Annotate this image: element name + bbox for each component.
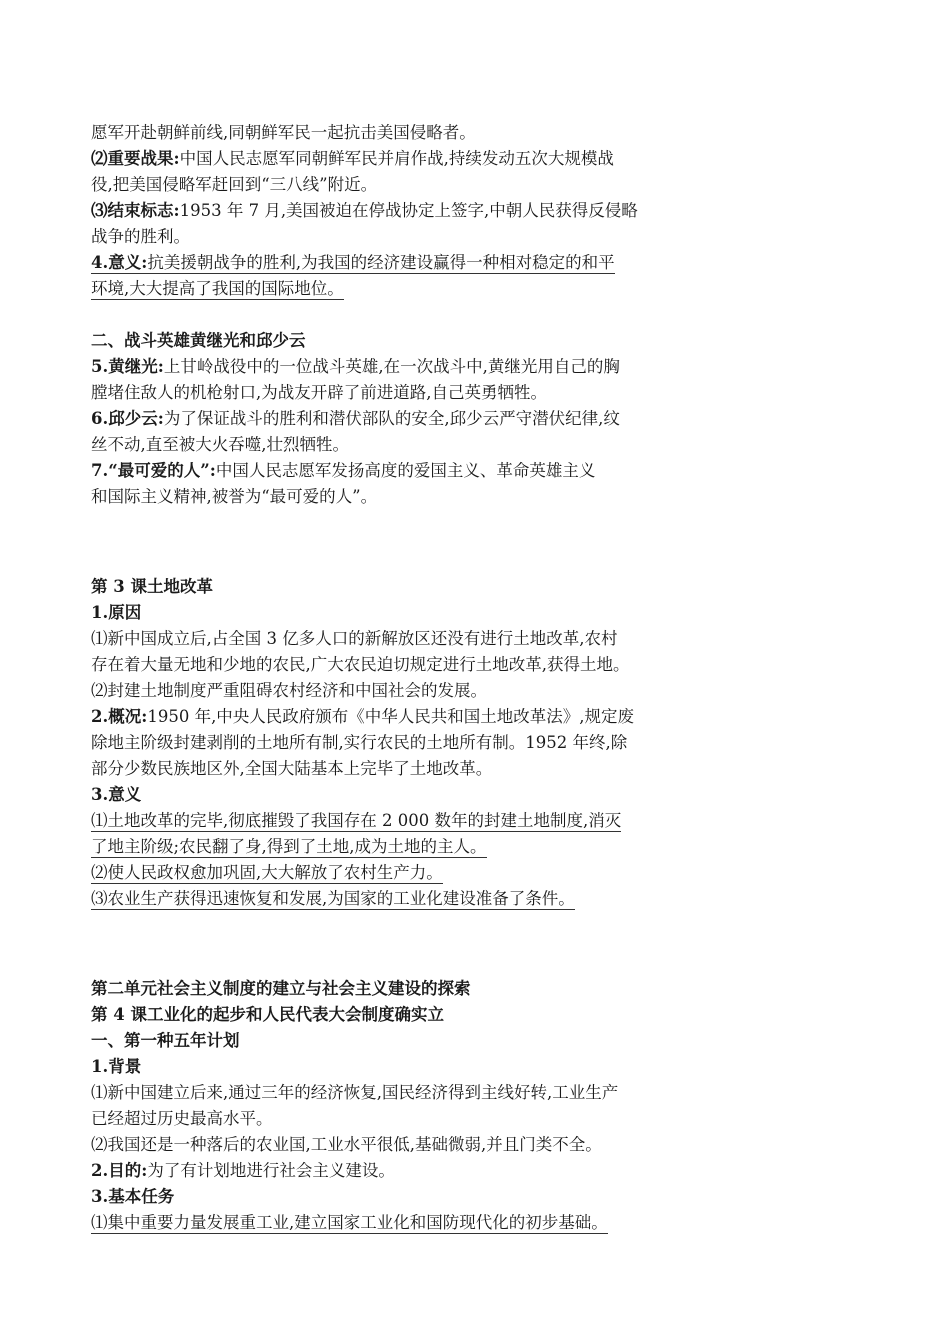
text-run: 愿军开赴朝鲜前线,同朝鲜军民一起抗击美国侵略者。	[91, 123, 476, 142]
text-run: 1953 年 7 月,美国被迫在停战协定上签字,中朝人民获得反侵略	[179, 201, 638, 220]
text-line	[91, 1134, 602, 1156]
text-line	[91, 1082, 618, 1104]
text-line	[91, 1030, 240, 1052]
text-line	[91, 732, 627, 754]
text-line	[91, 486, 377, 508]
text-line	[91, 862, 443, 884]
text-line	[91, 278, 344, 300]
text-run: 和国际主义精神,被誉为“最可爱的人”。	[91, 487, 378, 506]
bold-label: 第 3 课土地改革	[91, 577, 213, 596]
text-line	[91, 174, 377, 196]
text-run: ⑵封建土地制度严重阻碍农村经济和中国社会的发展。	[91, 681, 487, 700]
bold-label: 6.邱少云:	[91, 409, 164, 428]
bold-label: ⑵重要战果:	[91, 149, 180, 168]
bold-label: 4.意义:	[91, 253, 148, 272]
text-line	[91, 434, 349, 456]
bold-label: 3.基本任务	[91, 1187, 175, 1206]
text-run: ⑶农业生产获得迅速恢复和发展,为国家的工业化建设准备了条件。	[91, 889, 575, 908]
bold-label: 5.黄继光:	[91, 357, 164, 376]
text-run: 了地主阶级;农民翻了身,得到了土地,成为土地的主人。	[91, 837, 487, 856]
text-run: 1950 年,中央人民政府颁布《中华人民共和国土地改革法》,规定废	[147, 707, 635, 726]
bold-label: 1.原因	[91, 603, 142, 622]
text-line	[91, 758, 492, 780]
text-line	[91, 1004, 444, 1026]
text-run: 役,把美国侵略军赶回到“三八线”附近。	[91, 175, 378, 194]
text-run: ⑴土地改革的完毕,彻底摧毁了我国存在 2 000 数年的封建土地制度,消灭	[91, 811, 622, 830]
text-run: ⑵我国还是一种落后的农业国,工业水平很低,基础微弱,并且门类不全。	[91, 1135, 602, 1154]
text-line	[91, 978, 471, 1000]
text-run: 除地主阶级封建剥削的土地所有制,实行农民的土地所有制。1952 年终,除	[91, 733, 628, 752]
text-line	[91, 148, 614, 170]
text-line	[91, 1186, 174, 1208]
bold-label: 3.意义	[91, 785, 142, 804]
text-line	[91, 408, 620, 430]
text-run: 中国人民志愿军同朝鲜军民并肩作战,持续发动五次大规模战	[179, 149, 614, 168]
text-line	[91, 654, 630, 676]
text-line	[91, 784, 141, 806]
text-line	[91, 1108, 273, 1130]
text-line	[91, 706, 634, 728]
text-run: ⑴新中国成立后,占全国 3 亿多人口的新解放区还没有进行土地改革,农村	[91, 629, 618, 648]
text-run: 为了有计划地进行社会主义建设。	[147, 1161, 395, 1180]
bold-label: 7.“最可爱的人”:	[91, 461, 216, 480]
text-line	[91, 628, 617, 650]
bold-label: ⑶结束标志:	[91, 201, 180, 220]
bold-label: 1.背景	[91, 1057, 142, 1076]
text-run: ⑴集中重要力量发展重工业,建立国家工业化和国防现代化的初步基础。	[91, 1213, 608, 1232]
text-run: ⑴新中国建立后来,通过三年的经济恢复,国民经济得到主线好转,工业生产	[91, 1083, 619, 1102]
text-run: 已经超过历史最高水平。	[91, 1109, 273, 1128]
text-line	[91, 1056, 141, 1078]
text-line	[91, 888, 575, 910]
text-line	[91, 330, 306, 352]
text-run: 丝不动,直至被大火吞噬,壮烈牺牲。	[91, 435, 349, 454]
bold-label: 第二单元社会主义制度的建立与社会主义建设的探索	[91, 979, 471, 998]
text-line	[91, 460, 595, 482]
text-run: 部分少数民族地区外,全国大陆基本上完毕了土地改革。	[91, 759, 493, 778]
text-run: ⑵使人民政权愈加巩固,大大解放了农村生产力。	[91, 863, 443, 882]
text-run: 上甘岭战役中的一位战斗英雄,在一次战斗中,黄继光用自己的胸	[163, 357, 620, 376]
text-line	[91, 382, 547, 404]
bold-label: 2.目的:	[91, 1161, 148, 1180]
text-line	[91, 1212, 608, 1234]
text-line	[91, 356, 620, 378]
text-line	[91, 226, 190, 248]
text-line	[91, 1160, 395, 1182]
text-line	[91, 252, 615, 274]
text-line	[91, 680, 487, 702]
text-line	[91, 122, 476, 144]
bold-label: 第 4 课工业化的起步和人民代表大会制度确实立	[91, 1005, 444, 1024]
text-run: 膛堵住敌人的机枪射口,为战友开辟了前进道路,自己英勇牺牲。	[91, 383, 547, 402]
text-run: 环境,大大提高了我国的国际地位。	[91, 279, 344, 298]
text-run: 中国人民志愿军发扬高度的爱国主义、革命英雄主义	[215, 461, 596, 480]
text-line	[91, 576, 213, 598]
text-line	[91, 200, 638, 222]
bold-label: 二、战斗英雄黄继光和邱少云	[91, 331, 306, 350]
text-line	[91, 836, 487, 858]
text-run: 存在着大量无地和少地的农民,广大农民迫切规定进行土地改革,获得土地。	[91, 655, 630, 674]
text-run: 抗美援朝战争的胜利,为我国的经济建设赢得一种相对稳定的和平	[147, 253, 615, 272]
text-line	[91, 602, 141, 624]
text-run: 为了保证战斗的胜利和潜伏部队的安全,邱少云严守潜伏纪律,纹	[163, 409, 620, 428]
text-line	[91, 810, 621, 832]
bold-label: 一、第一种五年计划	[91, 1031, 240, 1050]
bold-label: 2.概况:	[91, 707, 148, 726]
text-run: 战争的胜利。	[91, 227, 190, 246]
